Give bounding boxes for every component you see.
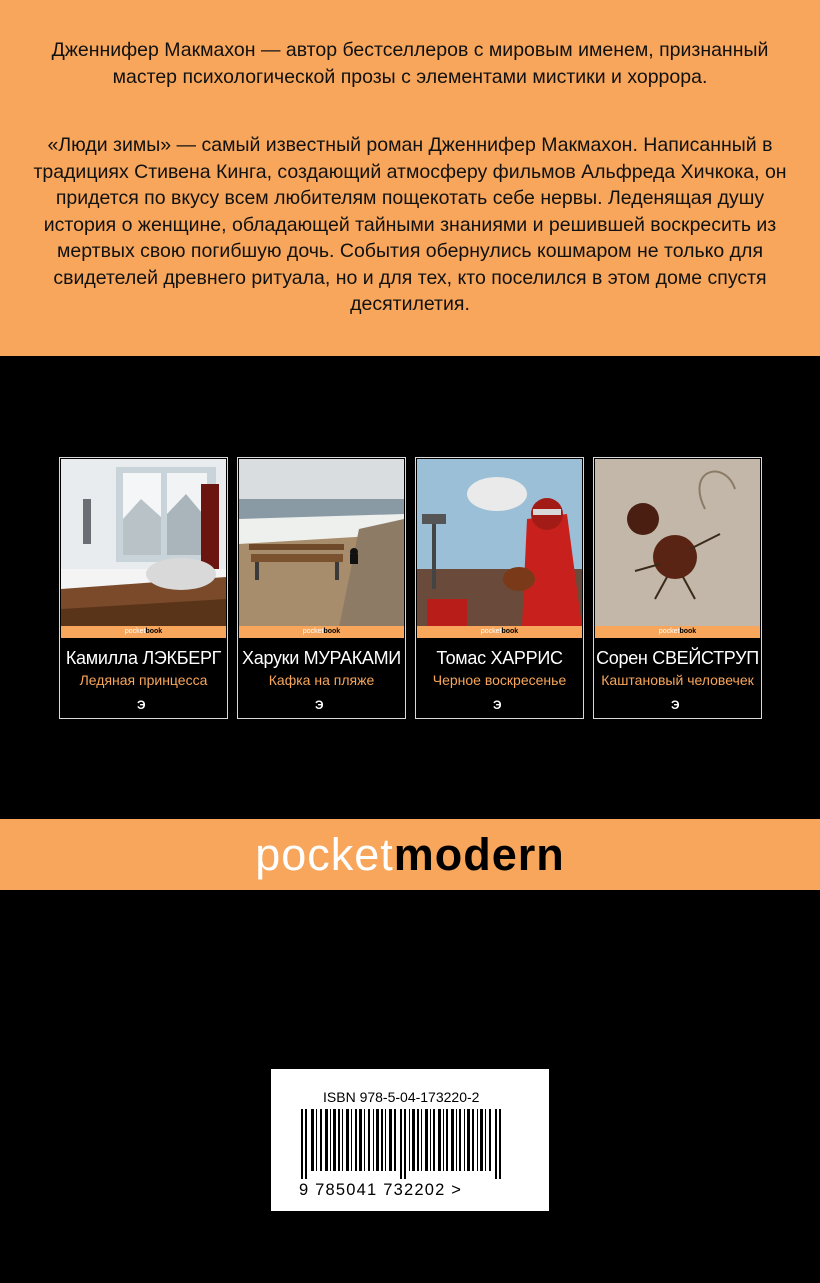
- book-cover-image: [239, 459, 404, 627]
- publisher-logo: Э: [493, 698, 502, 712]
- isbn-label: ISBN 978-5-04-173220-2: [323, 1089, 480, 1105]
- book-title: Кафка на пляже: [268, 672, 375, 688]
- book-card[interactable]: [415, 457, 584, 719]
- book-card[interactable]: [237, 457, 406, 719]
- book-cover-image: [595, 459, 760, 627]
- book-cover-image: [61, 459, 226, 627]
- book-card[interactable]: [59, 457, 228, 719]
- series-tag: pocketbook: [417, 626, 582, 638]
- book-title: Черное воскресенье: [432, 672, 567, 688]
- book-author: Харуки МУРАКАМИ: [242, 648, 401, 668]
- book-author: Камилла ЛЭКБЕРГ: [65, 648, 222, 668]
- series-tag: pocketbook: [61, 626, 226, 638]
- book-author: Томас ХАРРИС: [436, 648, 563, 668]
- author-description: Дженнифер Макмахон — автор бестселлеров с мировым именем, признанный мастер психологической прозы с элементами мистики и хоррора.: [51, 39, 769, 88]
- barcode-panel: [271, 1069, 549, 1211]
- publisher-logo: Э: [137, 698, 146, 712]
- book-cover-image: [417, 459, 582, 627]
- book-description: «Люди зимы» — самый известный роман Дженнифер Макмахон. Написанный в традициях Стивена Кинга, создающий атмосферу фильмов Альфреда Хичкока, он придется по вкусу всем любителям пощекотать себе нервы. Леденящая душу история о женщине, обладающей тайными знаниями и решившей воскресить из мертвых свою погибшую дочь. События обернулись кошмаром не только для свидетелей древнего ритуала, но и для тех, кто поселился в этом доме спустя десятилетия.: [33, 134, 787, 315]
- series-brand: pocketmodern: [255, 829, 565, 880]
- description-band: [0, 0, 820, 356]
- series-tag: pocketbook: [595, 626, 760, 638]
- barcode: [301, 1109, 521, 1179]
- publisher-logo: Э: [671, 698, 680, 712]
- barcode-digits: 9 785041 732202 >: [299, 1181, 463, 1199]
- book-author: Сорен СВЕЙСТРУП: [596, 648, 759, 668]
- book-title: Ледяная принцесса: [79, 672, 208, 688]
- publisher-logo: Э: [315, 698, 324, 712]
- book-title: Каштановый человечек: [601, 672, 754, 688]
- series-tag: pocketbook: [239, 626, 404, 638]
- series-brand-band: [0, 819, 820, 890]
- recommended-books: [59, 457, 762, 720]
- book-card[interactable]: [593, 457, 762, 719]
